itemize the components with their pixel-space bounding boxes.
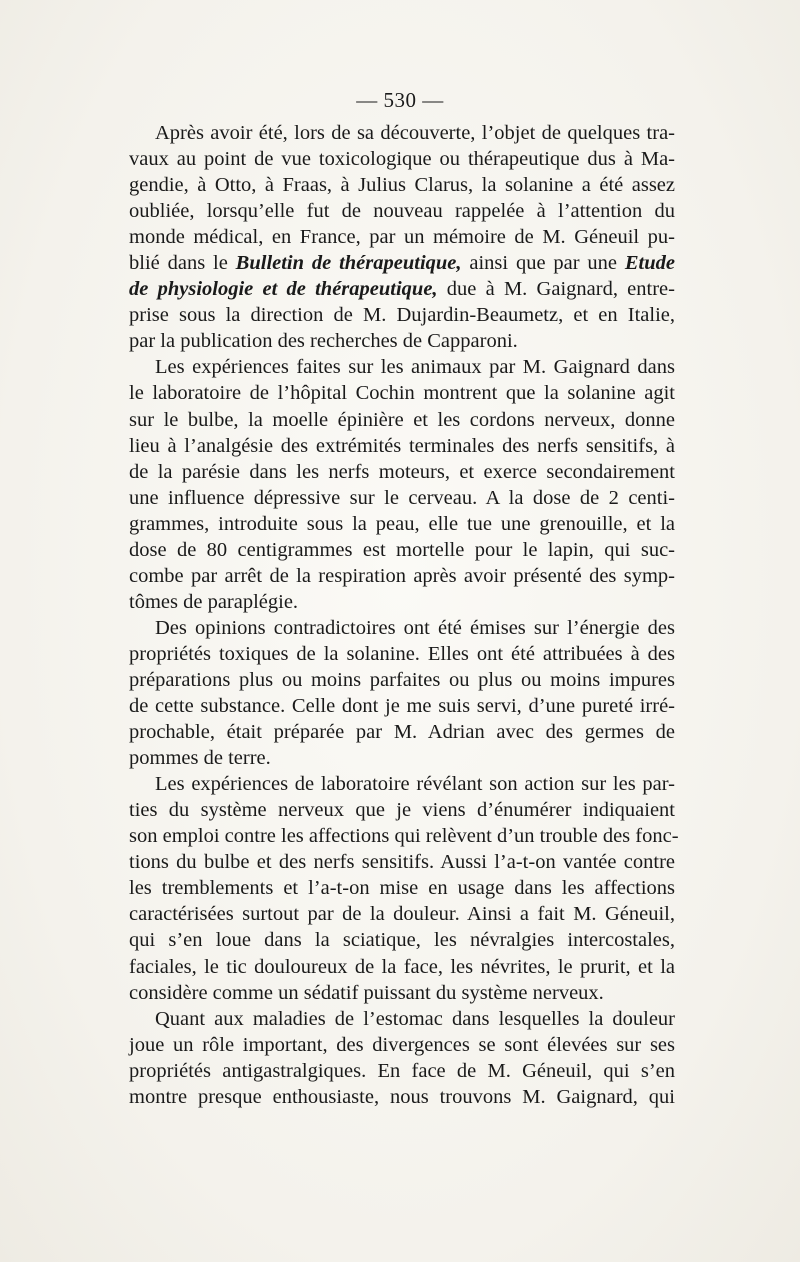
text-line: de cette substance. Celle dont je me suis servi, d’une pureté irré- <box>129 695 675 718</box>
text-line: montre presque enthousiaste, nous trouvons M. Gaignard, qui <box>129 1085 675 1108</box>
text-line: propriétés toxiques de la solanine. Elles ont été attribuées à des <box>129 642 675 665</box>
text-span: ainsi que par une <box>461 252 625 275</box>
text-line: tions du bulbe et des nerfs sensitifs. Aussi l’a-t-on vantée contre <box>129 851 675 874</box>
text-line: les tremblements et l’a-t-on mise en usage dans les affections <box>129 877 675 900</box>
text-line: par la publication des recherches de Capparoni. <box>129 330 518 353</box>
page-number: — 530 — <box>356 88 444 112</box>
text-line: qui s’en loue dans la sciatique, les névralgies intercostales, <box>129 929 675 952</box>
body-text <box>129 120 679 1110</box>
text-line: son emploi contre les affections qui relèvent d’un trouble des fonc- <box>129 825 679 848</box>
text-line <box>129 276 675 302</box>
text-line <box>129 250 675 276</box>
text-line: gendie, à Otto, à Fraas, à Julius Clarus, la solanine a été assez <box>129 174 675 197</box>
text-line: Des opinions contradictoires ont été émises sur l’énergie des <box>155 616 675 639</box>
text-line: vaux au point de vue toxicologique ou thérapeutique dus à Ma- <box>129 148 675 171</box>
text-line: de la parésie dans les nerfs moteurs, et exerce secondairement <box>129 460 675 483</box>
text-line: prise sous la direction de M. Dujardin-Beaumetz, et en Italie, <box>129 304 675 327</box>
text-line: monde médical, en France, par un mémoire de M. Géneuil pu- <box>129 226 675 249</box>
text-line: Les expériences faites sur les animaux par M. Gaignard dans <box>155 356 675 379</box>
text-line: combe par arrêt de la respiration après avoir présenté des symp- <box>129 564 675 587</box>
text-line: joue un rôle important, des divergences se sont élevées sur ses <box>129 1033 675 1056</box>
text-span: due à M. Gaignard, entre- <box>437 278 675 301</box>
text-line: grammes, introduite sous la peau, elle tue une grenouille, et la <box>129 512 675 535</box>
text-line: tômes de paraplégie. <box>129 590 299 613</box>
text-line: ties du système nerveux que je viens d’énumérer indiquaient <box>129 799 675 822</box>
text-line: faciales, le tic douloureux de la face, les névrites, le prurit, et la <box>129 955 675 978</box>
text-line: considère comme un sédatif puissant du système nerveux. <box>129 981 604 1004</box>
text-line: caractérisées surtout par de la douleur. Ainsi a fait M. Géneuil, <box>129 903 675 926</box>
text-line: propriétés antigastralgiques. En face de M. Géneuil, qui s’en <box>129 1059 675 1082</box>
text-line: le laboratoire de l’hôpital Cochin montrent que la solanine agit <box>129 382 675 405</box>
text-line: Les expériences de laboratoire révélant son action sur les par- <box>155 773 675 796</box>
text-line: pommes de terre. <box>129 747 271 770</box>
text-span: blié dans le <box>129 252 236 275</box>
text-line: préparations plus ou moins parfaites ou plus ou moins impures <box>129 668 675 691</box>
journal-title: Bulletin de thérapeutique, <box>235 252 462 275</box>
text-line: Après avoir été, lors de sa découverte, l’objet de quelques tra- <box>155 122 675 144</box>
text-line: prochable, était préparée par M. Adrian avec des germes de <box>129 721 675 744</box>
text-line: une influence dépressive sur le cerveau. A la dose de 2 centi- <box>129 486 675 509</box>
study-title-cont: de physiologie et de thérapeutique, <box>129 278 438 301</box>
text-line: dose de 80 centigrammes est mortelle pour le lapin, qui suc- <box>129 538 675 561</box>
text-line: lieu à l’analgésie des extrémités terminales des nerfs sensitifs, à <box>129 434 675 457</box>
text-line: sur le bulbe, la moelle épinière et les cordons nerveux, donne <box>129 408 675 431</box>
text-line: oubliée, lorsqu’elle fut de nouveau rappelée à l’attention du <box>129 200 675 223</box>
study-title: Etude <box>624 252 675 275</box>
text-line: Quant aux maladies de l’estomac dans lesquelles la douleur <box>155 1007 675 1030</box>
